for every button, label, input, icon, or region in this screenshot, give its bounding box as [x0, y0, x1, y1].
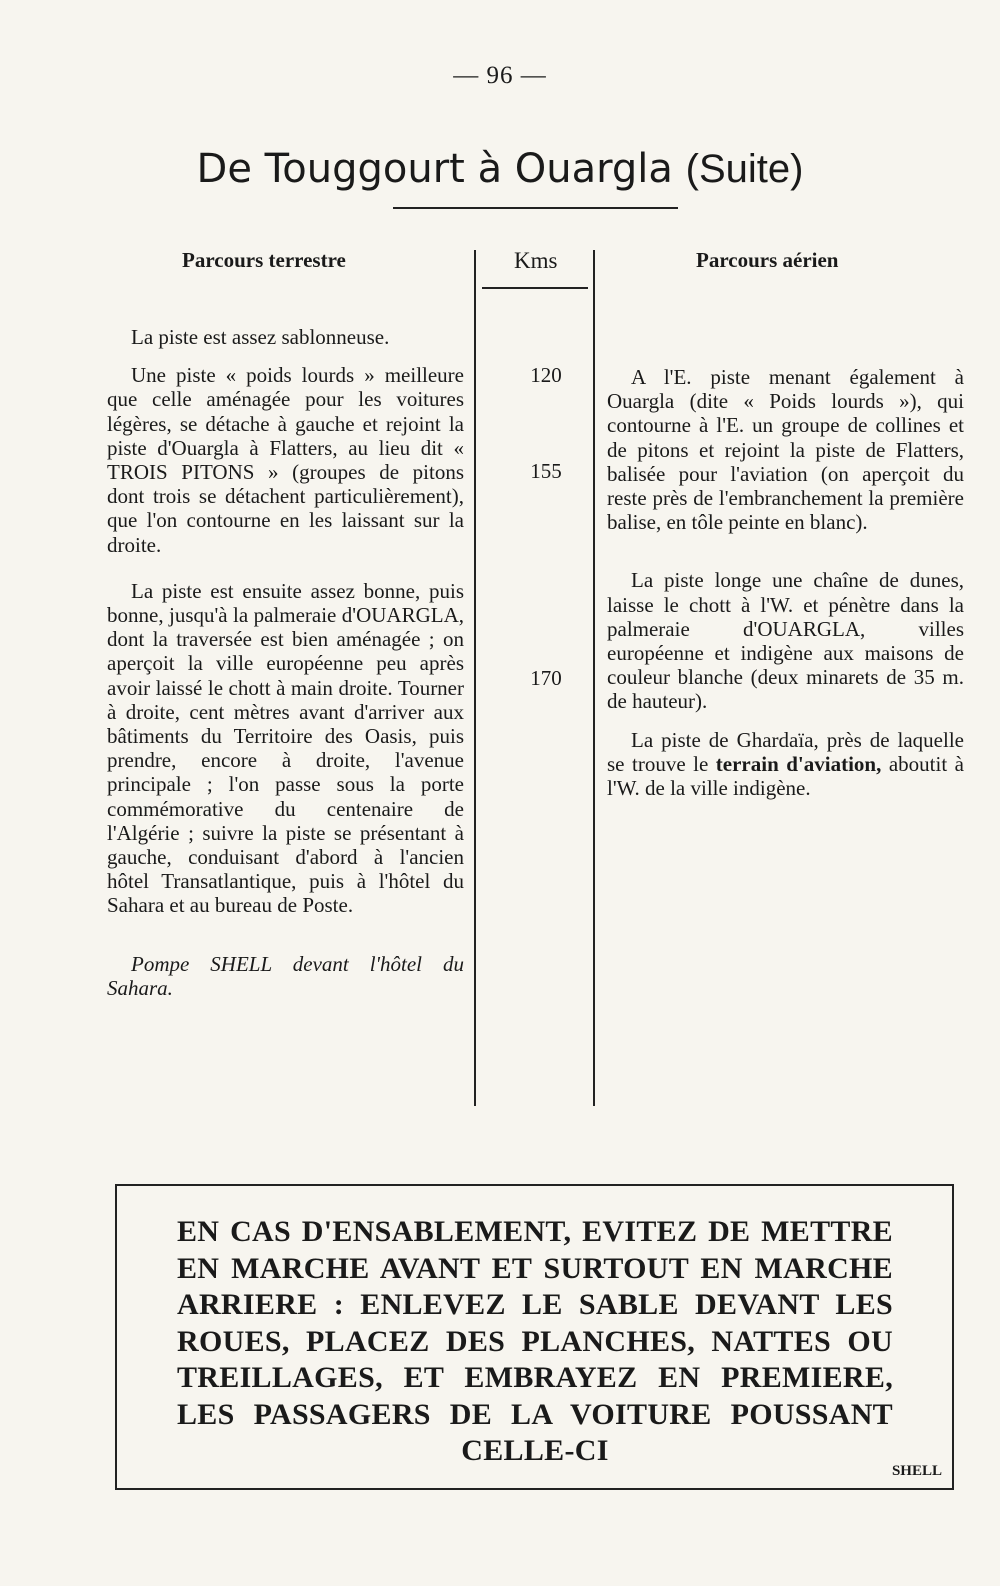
notice-brand: SHELL [891, 1463, 942, 1479]
title-underline [393, 207, 678, 209]
page-number: — 96 — [453, 62, 547, 89]
warning-notice-box [115, 1184, 954, 1490]
title-main: De Touggourt à Ouargla [196, 146, 673, 192]
title-suffix: (Suite) [685, 147, 804, 191]
terrestre-paragraph-4: Pompe SHELL devant l'hôtel du Sahara. [107, 951, 464, 1000]
header-parcours-aerien: Parcours aérien [696, 248, 839, 272]
terrestre-paragraph-1: La piste est assez sablonneuse. [131, 325, 390, 349]
km-value: 120 [530, 363, 562, 387]
aerien-paragraph-1: A l'E. piste menant également à Ouargla (dite « Poids lourds »), qui contourne à l'E. un groupe de collines et de pitons et rejoint la piste de Flatters, balisée pour l'aviation (on aperçoit du reste près de l'embranchement la première balise, en tôle peinte en blanc). [607, 365, 964, 535]
header-kms: Kms [514, 248, 558, 273]
kms-underline [482, 287, 588, 289]
aerien-p3-bold: terrain d'aviation, [715, 751, 882, 776]
header-parcours-terrestre: Parcours terrestre [182, 248, 346, 272]
aerien-p3-text: La piste de Ghardaïa, près de laquelle se trouve le [607, 727, 964, 776]
aerien-paragraph-3 [607, 728, 964, 801]
column-parcours-terrestre [107, 325, 464, 1000]
km-value: 155 [530, 459, 562, 483]
column-divider-left [474, 250, 476, 1106]
warning-notice-text: EN CAS D'ENSABLEMENT, EVITEZ DE METTRE EN MARCHE AVANT ET SURTOUT EN MARCHE ARRIERE : ENLEVEZ LE SABLE DEVANT LES ROUES, PLACEZ DES PLANCHES, NATTES OU TREILLAGES, ET EMBRAYEZ EN PREMIERE, LES PASSAGERS DE LA VOITURE POUSSANT CELLE-CI [177, 1215, 893, 1467]
page-title [0, 146, 1000, 192]
aerien-p3-text-end: aboutit à l'W. de la ville indigène. [607, 751, 964, 801]
column-parcours-aerien [607, 365, 964, 800]
terrestre-paragraph-2: Une piste « poids lourds » meilleure que celle aménagée pour les voitures légères, se détache à gauche et rejoint la piste d'Ouargla à Flatters, au lieu dit « TROIS PITONS » (groupes de pitons dont trois se détachent particulièrement), que l'on contourne en les laissant sur la droite. [107, 363, 464, 557]
column-divider-right [593, 250, 595, 1106]
terrestre-paragraph-3: La piste est ensuite assez bonne, puis bonne, jusqu'à la palmeraie d'OUARGLA, dont la traversée est bien aménagée ; on aperçoit la ville européenne peu après avoir laissé le chott à main droite. Tourner à droite, cent mètres avant d'arriver aux bâtiments du Territoire des Oasis, puis prendre, encore à droite, l'avenue principale ; l'on passe sous la porte commémorative du centenaire de l'Algérie ; suivre la piste se présentant à gauche, conduisant d'abord à l'ancien hôtel Transatlantique, puis à l'hôtel du Sahara et au bureau de Poste. [107, 578, 464, 918]
km-value: 170 [530, 666, 562, 690]
aerien-paragraph-2: La piste longe une chaîne de dunes, laisse le chott à l'W. et pénètre dans la palmeraie d'OUARGLA, villes européenne et indigène aux maisons de couleur blanche (deux minarets de 35 m. de hauteur). [607, 568, 964, 714]
